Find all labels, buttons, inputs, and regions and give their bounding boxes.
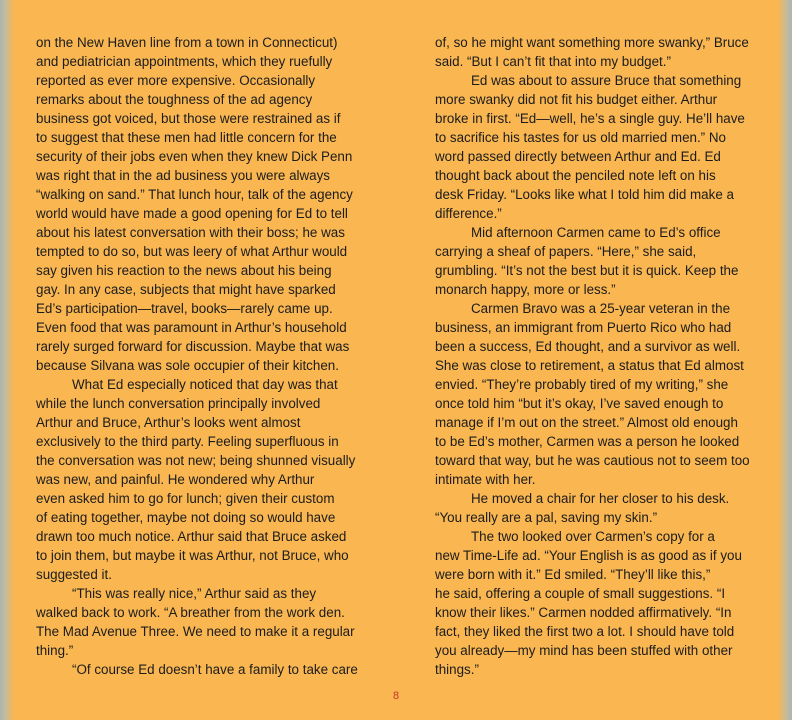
text-line: thing.” xyxy=(36,643,74,658)
text-line: said. “But I can’t fit that into my budget.” xyxy=(435,54,671,69)
text-line: tempted to do so, but was leery of what Arthur would xyxy=(36,244,348,259)
text-line: the conversation was not new; being shunned visually xyxy=(36,453,356,468)
text-line: monarch happy, more or less.” xyxy=(435,282,616,297)
text-line: Even food that was paramount in Arthur’s household xyxy=(36,320,347,335)
text-line: envied. “They’re probably tired of my writing,” she xyxy=(435,377,729,392)
text-line: more swanky did not fit his budget either. Arthur xyxy=(435,92,718,107)
text-line: about his latest conversation with their boss; he was xyxy=(36,225,345,240)
text-line: know their likes.” Carmen nodded affirmatively. “In xyxy=(435,605,732,620)
text-line: She was close to retirement, a status that Ed almost xyxy=(435,358,744,373)
text-line: The two looked over Carmen’s copy for a xyxy=(471,529,715,544)
text-line: was new, and painful. He wondered why Arthur xyxy=(36,472,315,487)
text-line: world would have made a good opening for Ed to tell xyxy=(36,206,348,221)
text-line: What Ed especially noticed that day was that xyxy=(72,377,338,392)
text-line: intimate with her. xyxy=(435,472,536,487)
text-line: difference.” xyxy=(435,206,502,221)
text-line: things.” xyxy=(435,662,479,677)
text-line: suggested it. xyxy=(36,567,112,582)
right-text-column xyxy=(435,33,759,679)
text-line: to join them, but maybe it was Arthur, not Bruce, who xyxy=(36,548,349,563)
page-number: 8 xyxy=(392,690,400,702)
text-line: of, so he might want something more swanky,” Bruce xyxy=(435,35,749,50)
text-line: “walking on sand.” That lunch hour, talk of the agency xyxy=(36,187,353,202)
text-line: gay. In any case, subjects that might have sparked xyxy=(36,282,336,297)
text-line: rarely surged forward for discussion. Maybe that was xyxy=(36,339,350,354)
text-line: because Silvana was sole occupier of their kitchen. xyxy=(36,358,339,373)
text-line: “You really are a pal, saving my skin.” xyxy=(435,510,658,525)
text-line: once told him “but it’s okay, I’ve saved enough to xyxy=(435,396,724,411)
text-line: Ed’s participation—travel, books—rarely came up. xyxy=(36,301,333,316)
text-line: say given his reaction to the news about his being xyxy=(36,263,332,278)
text-line: you already—my mind has been stuffed with other xyxy=(435,643,733,658)
text-line: even asked him to go for lunch; given their custom xyxy=(36,491,335,506)
text-line: remarks about the toughness of the ad agency xyxy=(36,92,313,107)
text-line: of eating together, maybe not doing so would have xyxy=(36,510,336,525)
text-line: security of their jobs even when they knew Dick Penn xyxy=(36,149,353,164)
text-line: Carmen Bravo was a 25-year veteran in the xyxy=(471,301,731,316)
text-line: while the lunch conversation principally involved xyxy=(36,396,321,411)
text-line: Arthur and Bruce, Arthur’s looks went almost xyxy=(36,415,301,430)
text-line: reported as ever more expensive. Occasionally xyxy=(36,73,316,88)
text-line: were born with it.” Ed smiled. “They’ll like this,” xyxy=(435,567,711,582)
text-line: exclusively to the third party. Feeling superfluous in xyxy=(36,434,339,449)
text-line: walked back to work. “A breather from the work den. xyxy=(36,605,345,620)
text-line: business, an immigrant from Puerto Rico who had xyxy=(435,320,732,335)
text-line: to sacrifice his tastes for us old married men.” No xyxy=(435,130,726,145)
text-line: “Of course Ed doesn’t have a family to take care xyxy=(72,662,358,677)
text-line: Mid afternoon Carmen came to Ed’s office xyxy=(471,225,721,240)
text-line: and pediatrician appointments, which they ruefully xyxy=(36,54,333,69)
text-line: thought back about the penciled note left on his xyxy=(435,168,716,183)
text-line: business got voiced, but those were restrained as if xyxy=(36,111,341,126)
text-line: fact, they liked the first two a lot. I should have told xyxy=(435,624,735,639)
text-line: The Mad Avenue Three. We need to make it a regular xyxy=(36,624,355,639)
text-line: toward that way, but he was cautious not to seem too xyxy=(435,453,750,468)
text-line: to be Ed’s mother, Carmen was a person he looked xyxy=(435,434,740,449)
text-line: been a success, Ed thought, and a survivor as well. xyxy=(435,339,741,354)
text-line: manage if I’m out on the street.” Almost old enough xyxy=(435,415,738,430)
left-text-column xyxy=(36,33,368,679)
text-line: grumbling. “It’s not the best but it is quick. Keep the xyxy=(435,263,739,278)
text-line: he said, offering a couple of small suggestions. “I xyxy=(435,586,726,601)
text-line: broke in first. “Ed—well, he’s a single guy. He’ll have xyxy=(435,111,745,126)
page-edge-right xyxy=(778,0,792,720)
text-line: new Time-Life ad. “Your English is as good as if you xyxy=(435,548,742,563)
text-line: Ed was about to assure Bruce that something xyxy=(471,73,742,88)
page-edge-left xyxy=(0,0,14,720)
text-line: was right that in the ad business you were always xyxy=(36,168,331,183)
text-line: on the New Haven line from a town in Connecticut) xyxy=(36,35,338,50)
text-line: to suggest that these men had little concern for the xyxy=(36,130,337,145)
text-line: word passed directly between Arthur and Ed. Ed xyxy=(435,149,721,164)
text-line: carrying a sheaf of papers. “Here,” she said, xyxy=(435,244,697,259)
text-line: “This was really nice,” Arthur said as they xyxy=(72,586,317,601)
text-line: desk Friday. “Looks like what I told him did make a xyxy=(435,187,734,202)
text-line: drawn too much notice. Arthur said that Bruce asked xyxy=(36,529,347,544)
text-line: He moved a chair for her closer to his desk. xyxy=(471,491,730,506)
